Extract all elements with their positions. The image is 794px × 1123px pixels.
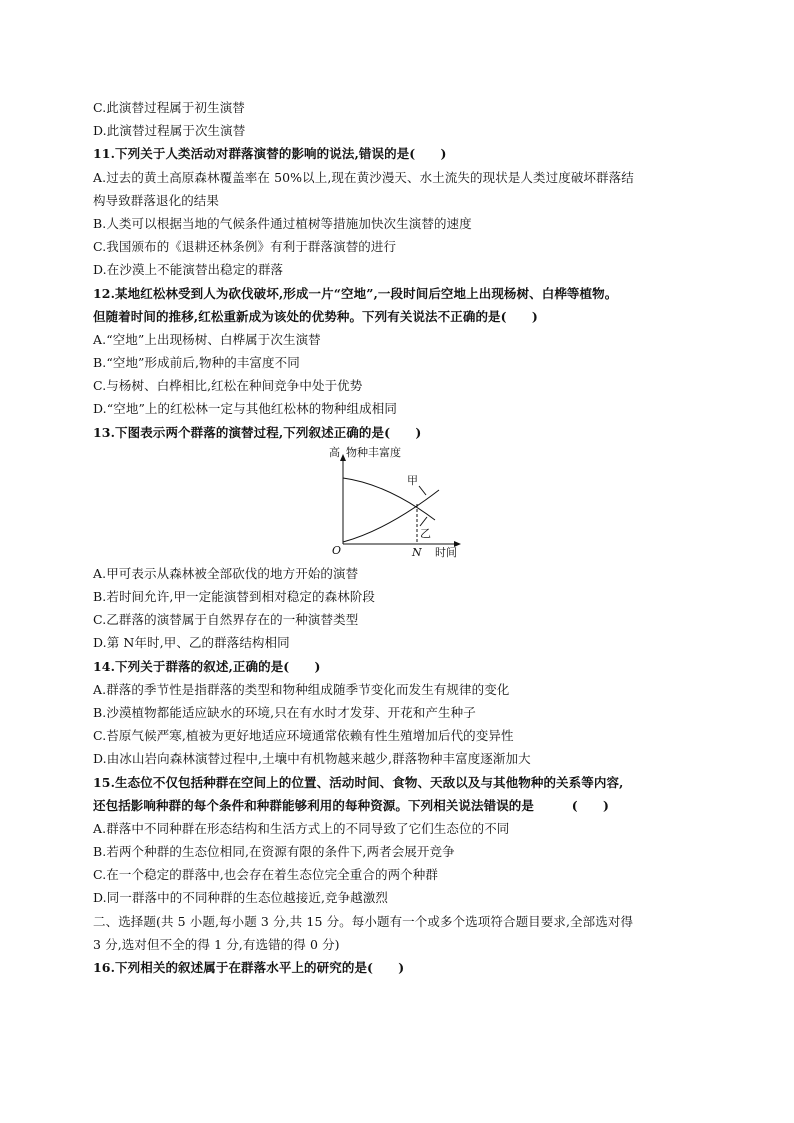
question-stem-line: 还包括影响种群的每个条件和种群能够利用的每种资源。下列相关说法错误的是 ( ) bbox=[93, 797, 610, 813]
curve-yi-label: 乙 bbox=[420, 526, 431, 540]
text-line: A.过去的黄土高原森林覆盖率在 50%以上,现在黄沙漫天、水土流失的现状是人类过度破坏群落结 bbox=[93, 169, 634, 185]
text-line: 构导致群落退化的结果 bbox=[93, 192, 220, 208]
text-line: B.若时间允许,甲一定能演替到相对稳定的森林阶段 bbox=[93, 589, 376, 604]
y-label-high: 高 bbox=[329, 445, 340, 459]
y-axis-label: 物种丰富度 bbox=[346, 445, 401, 459]
text-line: B.若两个种群的生态位相同,在资源有限的条件下,两者会展开竞争 bbox=[93, 844, 455, 860]
x-axis-label: 时间 bbox=[435, 545, 457, 559]
question-stem-line: 但随着时间的推移,红松重新成为该处的优势种。下列有关说法不正确的是( ) bbox=[93, 308, 538, 324]
text-line: B.沙漠植物都能适应缺水的环境,只在有水时才发芽、开花和产生种子 bbox=[93, 704, 476, 720]
text-line: C.乙群落的演替属于自然界存在的一种演替类型 bbox=[93, 612, 359, 628]
jia-pointer bbox=[419, 486, 426, 495]
text-line: B.“空地”形成前后,物种的丰富度不同 bbox=[93, 355, 300, 371]
question-stem-line: 16.下列相关的叙述属于在群落水平上的研究的是( ) bbox=[93, 960, 405, 975]
succession-chart bbox=[327, 446, 467, 558]
text-line: C.与杨树、白桦相比,红松在种间竞争中处于优势 bbox=[93, 378, 363, 394]
text-line: D.第 N年时,甲、乙的群落结构相同 bbox=[93, 635, 290, 651]
text-line: D.由冰山岩向森林演替过程中,土壤中有机物越来越少,群落物种丰富度逐渐加大 bbox=[93, 751, 531, 767]
question-block-bottom bbox=[93, 562, 713, 979]
n-label: N bbox=[412, 545, 422, 559]
text-line: C.此演替过程属于初生演替 bbox=[93, 100, 245, 115]
question-stem-line: 14.下列关于群落的叙述,正确的是( ) bbox=[93, 658, 321, 674]
text-line: D.在沙漠上不能演替出稳定的群落 bbox=[93, 262, 284, 278]
text-line: B.人类可以根据当地的气候条件通过植树等措施加快次生演替的速度 bbox=[93, 215, 472, 231]
text-line: A.群落的季节性是指群落的类型和物种组成随季节变化而发生有规律的变化 bbox=[93, 681, 510, 697]
text-line: 3 分,选对但不全的得 1 分,有选错的得 0 分) bbox=[93, 936, 340, 952]
exam-page bbox=[93, 96, 713, 979]
text-line: D.此演替过程属于次生演替 bbox=[93, 123, 246, 139]
text-line: 二、选择题(共 5 小题,每小题 3 分,共 15 分。每小题有一个或多个选项符合题目要求,全部选对得 bbox=[93, 913, 634, 929]
text-line: C.苔原气候严寒,植被为更好地适应环境通常依赖有性生殖增加后代的变异性 bbox=[93, 728, 514, 744]
question-stem-line: 11.下列关于人类活动对群落演替的影响的说法,错误的是( ) bbox=[93, 146, 447, 162]
text-line: C.我国颁布的《退耕还林条例》有利于群落演替的进行 bbox=[93, 239, 397, 255]
text-line: D.“空地”上的红松林一定与其他红松林的物种组成相同 bbox=[93, 401, 397, 417]
origin-label: O bbox=[332, 543, 342, 557]
question-block-top bbox=[93, 96, 713, 444]
succession-figure bbox=[93, 444, 713, 562]
curve-jia bbox=[343, 478, 435, 520]
text-line: A.甲可表示从森林被全部砍伐的地方开始的演替 bbox=[93, 565, 359, 581]
text-line: A.“空地”上出现杨树、白桦属于次生演替 bbox=[93, 331, 321, 347]
question-stem-line: 13.下图表示两个群落的演替过程,下列叙述正确的是( ) bbox=[93, 424, 422, 440]
text-line: C.在一个稳定的群落中,也会存在着生态位完全重合的两个种群 bbox=[93, 867, 438, 883]
question-stem-line: 12.某地红松林受到人为砍伐破坏,形成一片“空地”,一段时间后空地上出现杨树、白桦等植物。 bbox=[93, 285, 618, 301]
question-stem-line: 15.生态位不仅包括种群在空间上的位置、活动时间、食物、天敌以及与其他物种的关系等内容, bbox=[93, 774, 624, 790]
curve-jia-label: 甲 bbox=[407, 473, 418, 487]
text-line: D.同一群落中的不同种群的生态位越接近,竞争越激烈 bbox=[93, 890, 389, 906]
yi-pointer bbox=[420, 517, 427, 526]
text-line: A.群落中不同种群在形态结构和生活方式上的不同导致了它们生态位的不同 bbox=[93, 820, 510, 836]
